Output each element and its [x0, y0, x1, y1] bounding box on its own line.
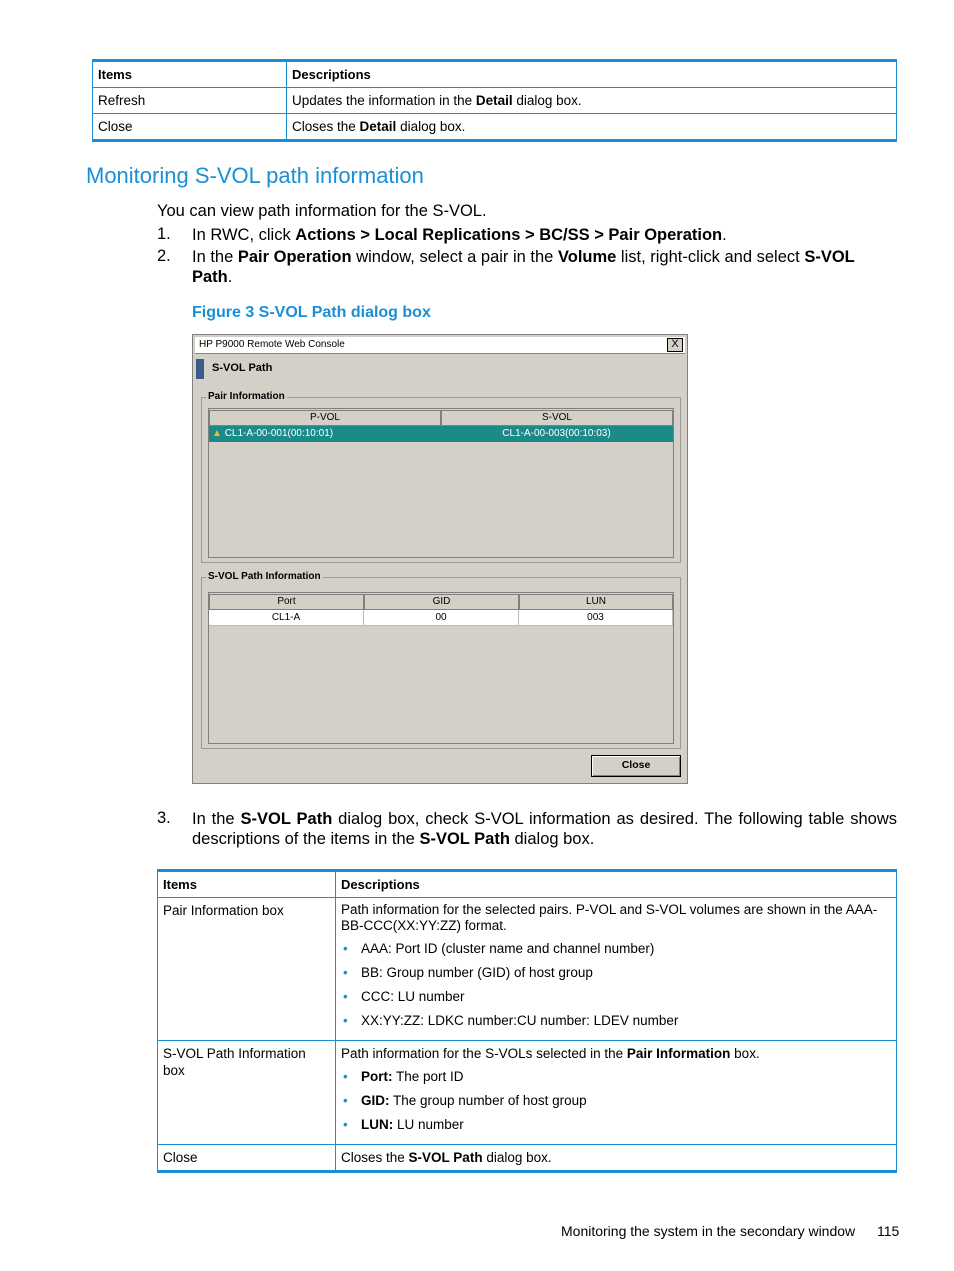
list-item: • GID: The group number of host group [341, 1092, 891, 1109]
window-titlebar [195, 337, 685, 354]
column-port[interactable]: Port [209, 594, 364, 610]
group-legend: S-VOL Path Information [208, 571, 321, 582]
port-cell: CL1-A [209, 610, 364, 626]
pair-row[interactable] [209, 426, 673, 442]
group-legend: Pair Information [208, 391, 285, 402]
step-1: In RWC, click Actions > Local Replications > BC/SS > Pair Operation. [192, 226, 727, 244]
header-descriptions: Descriptions [287, 61, 897, 88]
svol-cell: CL1-A-00-003(00:10:03) [441, 426, 673, 442]
list-item: • LUN: LU number [341, 1116, 891, 1133]
section-title: Monitoring S-VOL path information [86, 163, 424, 188]
column-pvol[interactable]: P-VOL [209, 410, 441, 426]
pair-information-group [201, 391, 681, 563]
item-cell: Close [93, 114, 287, 141]
items-table-bottom [157, 869, 897, 1173]
intro-text: You can view path information for the S-VOL. [157, 202, 487, 220]
table-row [93, 88, 897, 114]
column-svol[interactable]: S-VOL [441, 410, 673, 426]
table-row [158, 1145, 897, 1172]
column-lun[interactable]: LUN [519, 594, 673, 610]
header-items: Items [93, 61, 287, 88]
step-2: In the Pair Operation window, select a pair in the Volume list, right-click and select S-VOL Path. [192, 248, 855, 286]
list-item: • XX:YY:ZZ: LDKC number:CU number: LDEV number [341, 1012, 891, 1029]
items-table-top [92, 59, 897, 142]
header-descriptions: Descriptions [336, 871, 897, 898]
gid-cell: 00 [364, 610, 519, 626]
path-grid [208, 592, 674, 744]
table-row [158, 898, 897, 1041]
bullet-list [341, 940, 891, 1029]
item-cell: Close [158, 1145, 336, 1172]
item-cell: S-VOL Path Information box [158, 1041, 336, 1145]
step-number: 3. [157, 809, 171, 827]
page-number: 115 [877, 1223, 900, 1239]
column-gid[interactable]: GID [364, 594, 519, 610]
item-cell: Pair Information box [158, 898, 336, 1041]
description-cell: Path information for the selected pairs. P-VOL and S-VOL volumes are shown in the AAA-BB-CCC(XX:YY:ZZ) format. • AAA: Port ID (cluster name and channel number) • BB: Group number (GID) of host group • CCC: LU number • XX:YY:ZZ: LDKC number:CU number: LDEV number [336, 898, 897, 1041]
item-cell: Refresh [93, 88, 287, 114]
svol-path-information-group [201, 571, 681, 749]
list-item: • BB: Group number (GID) of host group [341, 964, 891, 981]
step-number: 1. [157, 225, 171, 243]
pair-grid [208, 408, 674, 558]
header-items: Items [158, 871, 336, 898]
description-cell: Closes the S-VOL Path dialog box. [336, 1145, 897, 1172]
step-number: 2. [157, 247, 171, 265]
dialog-header [196, 359, 676, 379]
close-icon[interactable]: X [667, 338, 683, 352]
list-item: • CCC: LU number [341, 988, 891, 1005]
table-row [93, 114, 897, 141]
pvol-cell: ▲ CL1-A-00-001(00:10:01) [209, 426, 441, 442]
table-row [158, 1041, 897, 1145]
window-title: HP P9000 Remote Web Console [199, 339, 345, 350]
pair-icon: ▲ [212, 428, 222, 439]
path-row[interactable] [209, 610, 673, 626]
bullet-list [341, 1068, 891, 1133]
description-cell: Updates the information in the Detail dialog box. [287, 88, 897, 114]
dialog-title: S-VOL Path [212, 362, 273, 374]
figure-caption: Figure 3 S-VOL Path dialog box [192, 304, 431, 321]
list-item: • Port: The port ID [341, 1068, 891, 1085]
lun-cell: 003 [519, 610, 673, 626]
svol-path-dialog [192, 334, 688, 784]
grid-header [209, 594, 673, 610]
grid-header [209, 410, 673, 426]
header-accent [196, 359, 204, 379]
description-cell: Closes the Detail dialog box. [287, 114, 897, 141]
close-button[interactable]: Close [591, 755, 681, 777]
footer-text: Monitoring the system in the secondary window [561, 1223, 856, 1239]
description-cell: Path information for the S-VOLs selected in the Pair Information box. • Port: The port ID • GID: The group number of host group • LUN: LU number [336, 1041, 897, 1145]
step-3: In the S-VOL Path dialog box, check S-VOL information as desired. The following table shows descriptions of the items in the S-VOL Path dialog box. [192, 810, 897, 848]
list-item: • AAA: Port ID (cluster name and channel number) [341, 940, 891, 957]
